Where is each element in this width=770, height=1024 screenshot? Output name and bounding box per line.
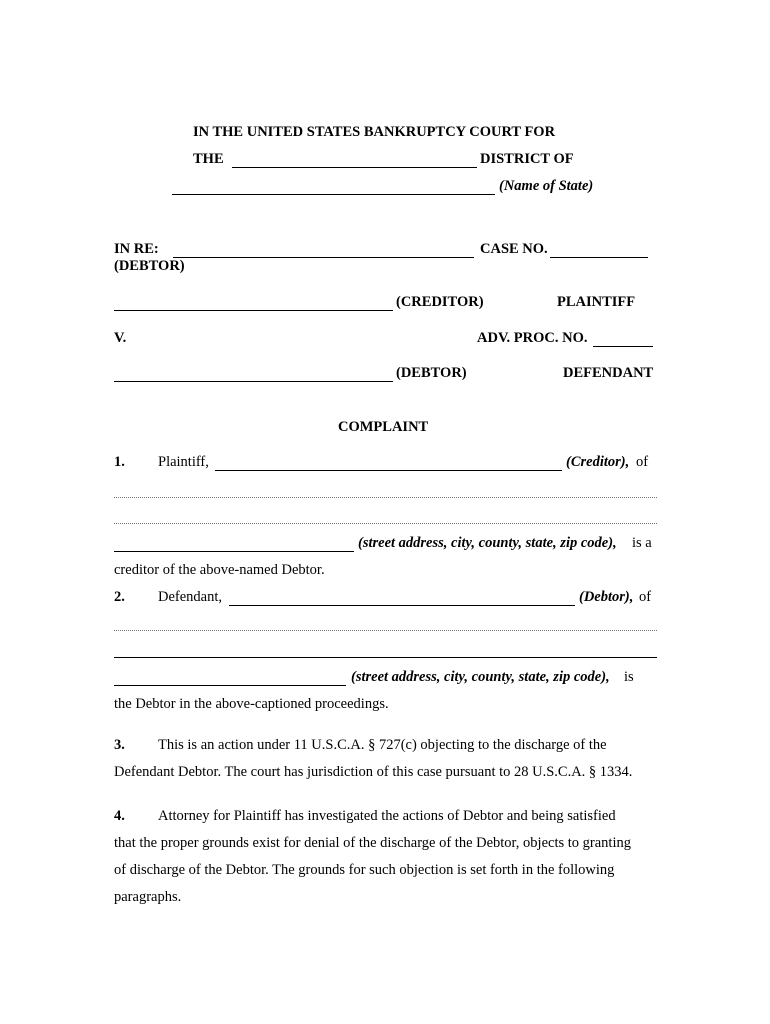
para-4-number: 4.: [114, 808, 125, 824]
debtor-label-2: (DEBTOR): [396, 365, 467, 381]
creditor-name-blank[interactable]: [114, 310, 393, 311]
para-2-lead: Defendant,: [158, 589, 223, 605]
para-3-number: 3.: [114, 737, 125, 753]
case-no-blank[interactable]: [550, 257, 648, 258]
district-name-blank[interactable]: [232, 167, 477, 168]
versus-label: V.: [114, 330, 127, 346]
state-name-blank[interactable]: [172, 194, 495, 195]
defendant-address-line-1[interactable]: [114, 630, 657, 631]
para-4-line-1: Attorney for Plaintiff has investigated the actions of Debtor and being satisfied: [158, 808, 616, 824]
para-4-line-2: that the proper grounds exist for denial of the discharge of the Debtor, objects to granting: [114, 835, 631, 851]
debtor-name-blank[interactable]: [173, 257, 474, 258]
defendant-address-blank[interactable]: [114, 685, 346, 686]
defendant-name-blank-2[interactable]: [229, 605, 575, 606]
para-4-line-4: paragraphs.: [114, 889, 182, 905]
complaint-title: COMPLAINT: [338, 419, 429, 435]
para-1-of: of: [636, 454, 649, 470]
plaintiff-address-line-1[interactable]: [114, 497, 657, 498]
para-3-line-1: This is an action under 11 U.S.C.A. § 727(c) objecting to the discharge of the: [158, 737, 607, 753]
adv-proc-no-label: ADV. PROC. NO.: [477, 330, 588, 346]
para-1-is-a: is a: [632, 535, 652, 551]
debtor-label: (DEBTOR): [114, 258, 185, 274]
para-2-is: is: [624, 669, 634, 685]
defendant-address-line-2[interactable]: [114, 657, 657, 658]
creditor-label: (CREDITOR): [396, 294, 484, 310]
court-heading: IN THE UNITED STATES BANKRUPTCY COURT FOR: [193, 124, 556, 140]
para-2-role: (Debtor),: [579, 589, 634, 605]
para-1-lead: Plaintiff,: [158, 454, 209, 470]
para-1-number: 1.: [114, 454, 125, 470]
para-1-role: (Creditor),: [566, 454, 630, 470]
para-1-tail: creditor of the above-named Debtor.: [114, 562, 325, 578]
para-2-tail: the Debtor in the above-captioned proceedings.: [114, 696, 389, 712]
para-1-address-label: (street address, city, county, state, zip code),: [358, 535, 617, 551]
para-2-address-label: (street address, city, county, state, zip code),: [351, 669, 610, 685]
district-of-label: DISTRICT OF: [480, 151, 574, 167]
para-2-of: of: [639, 589, 652, 605]
name-of-state-label: (Name of State): [499, 178, 594, 194]
defendant-name-blank[interactable]: [114, 381, 393, 382]
para-4-line-3: of discharge of the Debtor. The grounds for such objection is set forth in the following: [114, 862, 615, 878]
defendant-label: DEFENDANT: [563, 365, 654, 381]
in-re-label: IN RE:: [114, 241, 159, 257]
plaintiff-label: PLAINTIFF: [557, 294, 636, 310]
para-2-number: 2.: [114, 589, 125, 605]
the-label: THE: [193, 151, 224, 167]
plaintiff-name-blank[interactable]: [215, 470, 562, 471]
adv-proc-no-blank[interactable]: [593, 346, 653, 347]
plaintiff-address-line-2[interactable]: [114, 523, 657, 524]
para-3-line-2: Defendant Debtor. The court has jurisdiction of this case pursuant to 28 U.S.C.A. § 1334.: [114, 764, 633, 780]
plaintiff-address-blank[interactable]: [114, 551, 354, 552]
case-no-label: CASE NO.: [480, 241, 548, 257]
